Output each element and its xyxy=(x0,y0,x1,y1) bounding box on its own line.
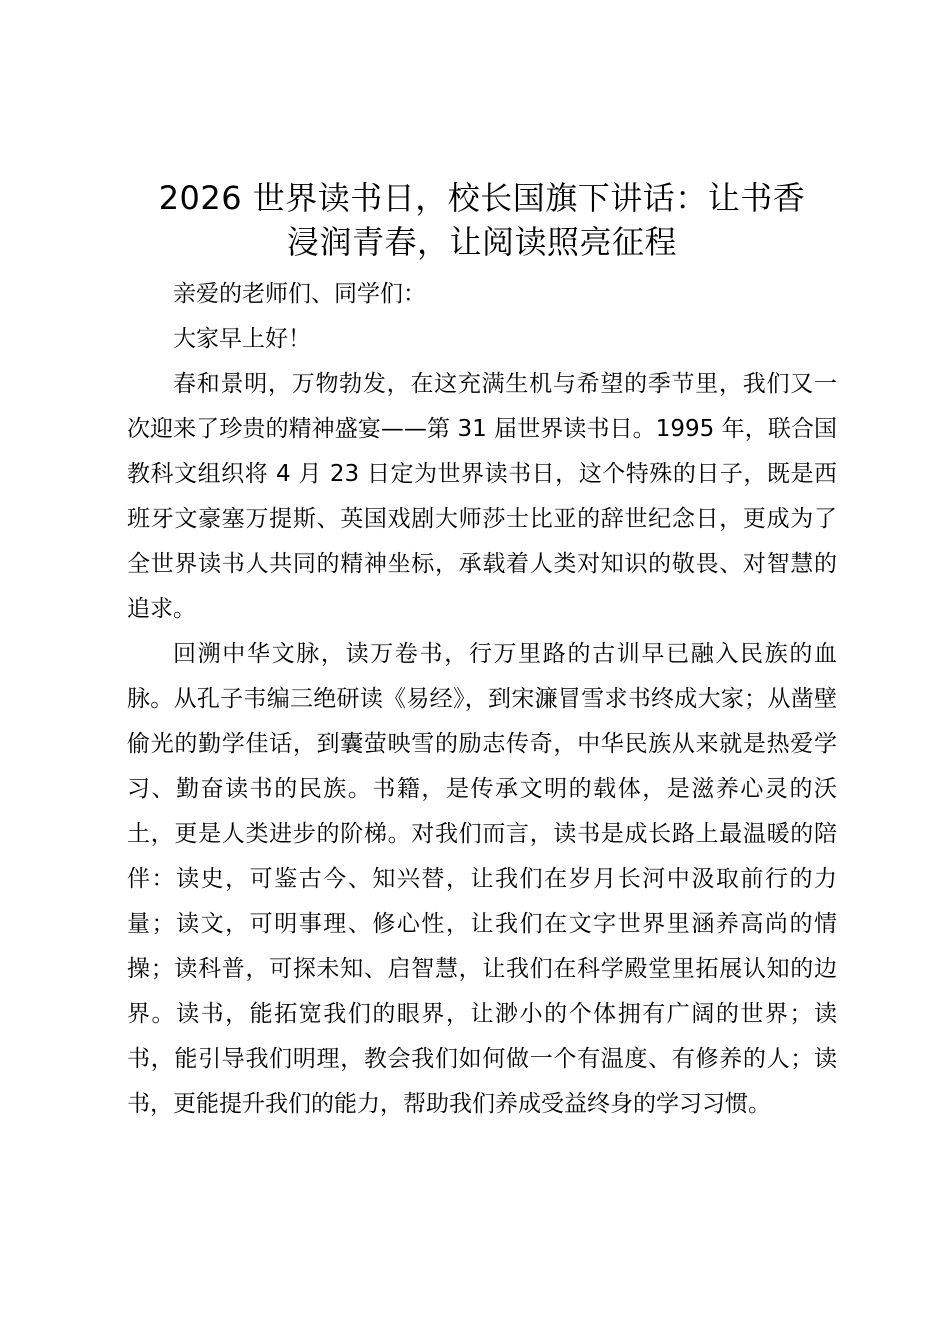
document-page xyxy=(127,176,837,1127)
title-line-1: 2026 世界读书日，校长国旗下讲话：让书香 xyxy=(158,179,806,217)
body-paragraph-2: 回溯中华文脉，读万卷书，行万里路的古训早已融入民族的血脉。从孔子韦编三绝研读《易经》，到宋濂冒雪求书终成大家；从凿壁偷光的勤学佳话，到囊萤映雪的励志传奇，中华民族从来就是热爱学习、勤奋读书的民族。书籍，是传承文明的载体，是滋养心灵的沃土，更是人类进步的阶梯。对我们而言，读书是成长路上最温暖的陪伴：读史，可鉴古今、知兴替，让我们在岁月长河中汲取前行的力量；读文，可明事理、修心性，让我们在文字世界里涵养高尚的情操；读科普，可探未知、启智慧，让我们在科学殿堂里拓展认知的边界。读书，能拓宽我们的眼界，让渺小的个体拥有广阔的世界；读书，能引导我们明理，教会我们如何做一个有温度、有修养的人；读书，更能提升我们的能力，帮助我们养成受益终身的学习习惯。 xyxy=(127,641,837,1117)
document-body xyxy=(127,272,837,1127)
document-title xyxy=(113,176,851,264)
salutation-paragraph: 亲爱的老师们、同学们： xyxy=(173,281,426,307)
body-paragraph-1: 春和景明，万物勃发，在这充满生机与希望的季节里，我们又一次迎来了珍贵的精神盛宴——第 31 届世界读书日。1995 年，联合国教科文组织将 4 月 23 日定为世界读书日，这个特殊的日子，既是西班牙文豪塞万提斯、英国戏剧大师莎士比亚的辞世纪念日，更成为了全世界读书人共同的精神坐标，承载着人类对知识的敬畏、对智慧的追求。 xyxy=(127,371,837,622)
title-line-2: 浸润青春，让阅读照亮征程 xyxy=(286,223,677,261)
greeting-paragraph: 大家早上好！ xyxy=(173,326,311,352)
